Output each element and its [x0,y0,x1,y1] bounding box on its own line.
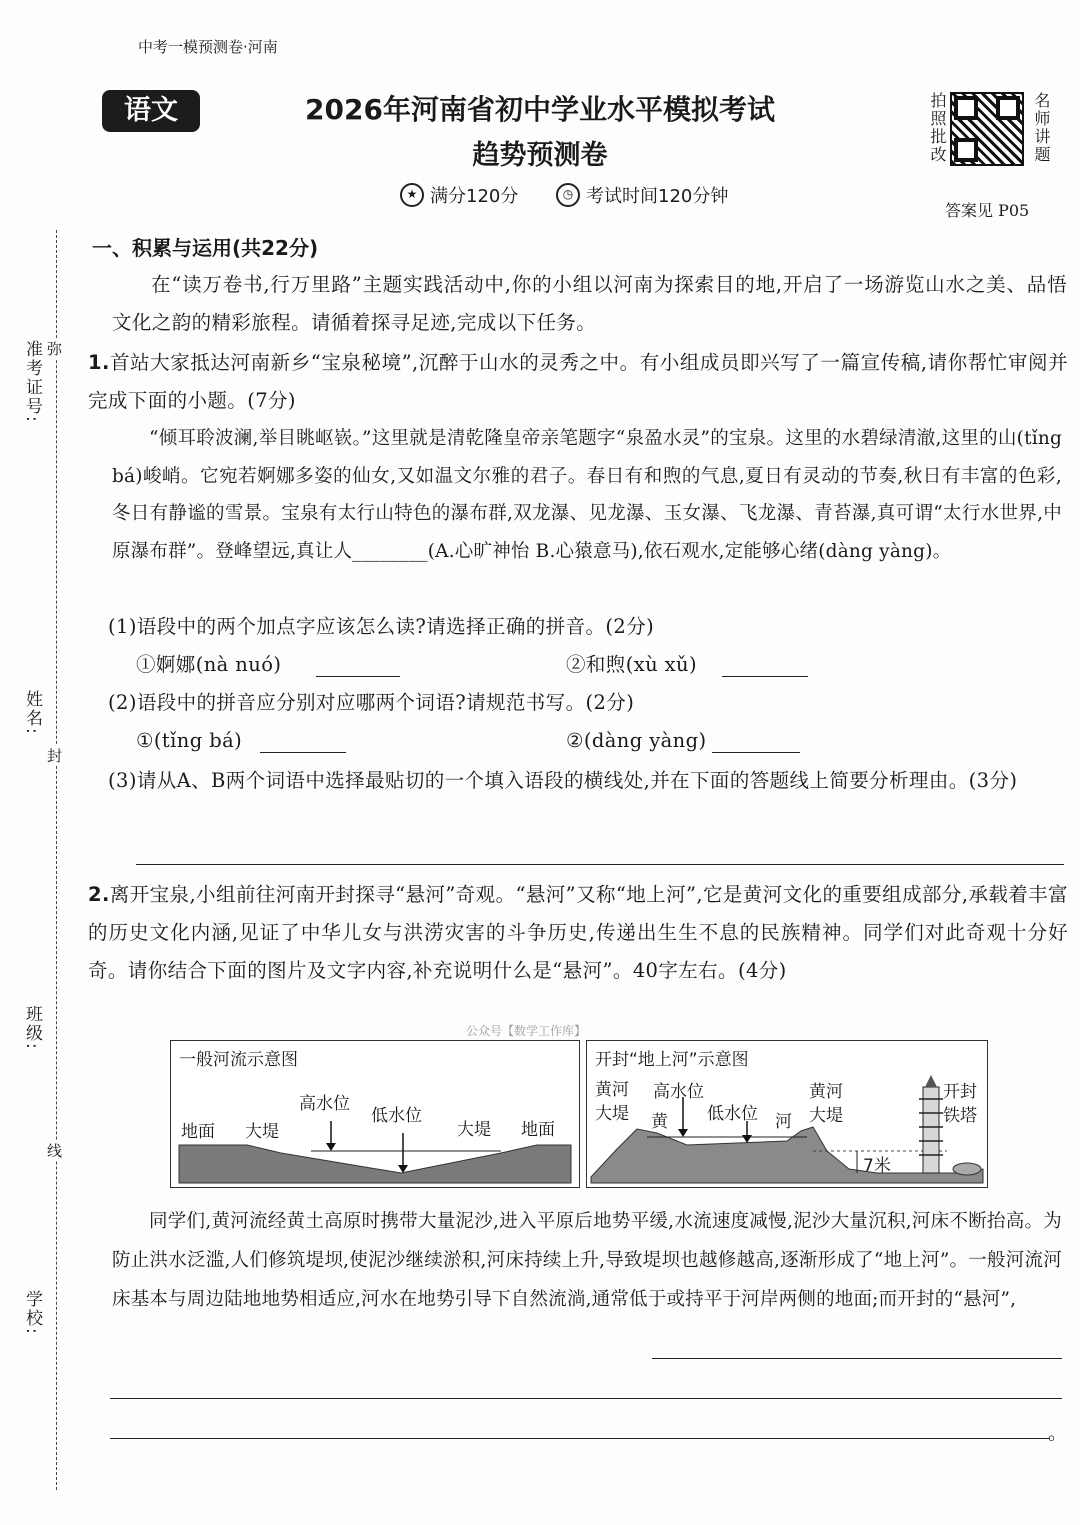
question-1-stem: 首站大家抵达河南新乡“宝泉秘境”,沉醉于山水的灵秀之中。有小组成员即兴写了一篇宣传稿,请你帮忙审阅并完成下面的小题。(7分) [88,351,1068,412]
exam-number-label: 准考证号: [22,340,42,424]
answer-line-3[interactable] [136,864,1064,865]
diagram-normal-river-title: 一般河流示意图 [179,1050,298,1070]
answer-reference: 答案见 P05 [945,201,1030,220]
answer-blank-2a[interactable] [260,752,346,753]
school-label: 学校: [22,1290,42,1336]
watermark: 公众号【数学工作库】 [466,1024,587,1038]
label-low-water: 低水位 [707,1104,758,1124]
section-heading: 一、积累与运用(共22分) [92,236,319,260]
label-levee-right: 大堤 [457,1120,491,1140]
label-seven-meters: 7米 [863,1156,891,1176]
question-2-stem: 离开宝泉,小组前往河南开封探寻“悬河”奇观。“悬河”又称“地上河”,它是黄河文化的重要组成部分,承载着丰富的历史文化内涵,见证了中华儿女与洪涝灾害的斗争历史,传递出生生不息的民族精神。同学们对此奇观十分好奇。请你结合下面的图片及文字内容,补充说明什么是“悬河”。40字左右。(4分) [88,883,1068,982]
answer-line-q2-1[interactable] [652,1358,1062,1359]
label-low-water: 低水位 [371,1106,422,1126]
question-2 [88,876,1068,990]
label-yellow-river-levee-left-2: 大堤 [595,1104,629,1124]
label-yellow-river-levee-right-2: 大堤 [809,1106,843,1126]
binding-dashed-line [56,230,57,1490]
answer-blank-1a[interactable] [316,676,400,677]
binding-tick-xian: 线 [47,1142,63,1160]
question-2-number: 2. [88,883,110,906]
question-1-sub1-option-a: ①婀娜(nà nuó) [136,653,282,676]
answer-blank-2b[interactable] [712,752,800,753]
name-label: 姓名: [22,690,42,736]
answer-end-mark: 。 [1048,1422,1068,1444]
answer-blank-1b[interactable] [722,676,808,677]
question-2-passage: 同学们,黄河流经黄土高原时携带大量泥沙,进入平原后地势平缓,水流速度减慢,泥沙大量沉积,河床不断抬高。为防止洪水泛滥,人们修筑堤坝,使泥沙继续淤积,河床持续上升,导致堤坝也越修越高,逐渐形成了“地上河”。一般河流河床基本与周边陆地地势相适应,河水在地势引导下自然流淌,通常低于或持平于河岸两侧的地面;而开封的“悬河”, [112,1211,1062,1310]
full-score-info [400,182,518,208]
qr-caption-right: 名师讲题 [1032,92,1051,164]
label-levee-left: 大堤 [245,1122,279,1142]
section-intro: 在“读万卷书,行万里路”主题实践活动中,你的小组以河南为探索目的地,开启了一场游览山水之美、品悟文化之韵的精彩旅程。请循着探寻足迹,完成以下任务。 [112,273,1067,334]
exam-time-info [556,182,728,208]
question-1-sub1: (1)语段中的两个加点字应该怎么读?请选择正确的拼音。(2分) [108,615,655,638]
label-ground-left: 地面 [181,1122,215,1142]
full-score-text: 满分120分 [430,186,519,207]
label-high-water: 高水位 [299,1094,350,1114]
binding-tick-feng: 封 [47,747,63,765]
question-1-sub2-item-a: ①(tǐng bá) [136,729,243,752]
question-1 [88,344,1068,420]
diagram-normal-river [170,1040,580,1188]
question-1-sub2: (2)语段中的拼音应分别对应哪两个词语?请规范书写。(2分) [108,691,635,714]
label-yellow-river-levee-right-1: 黄河 [809,1082,843,1102]
label-ground-right: 地面 [521,1120,555,1140]
question-1-sub2-item-b: ②(dàng yàng) [566,729,707,752]
question-1-sub3: (3)请从A、B两个词语中选择最贴切的一个填入语段的横线处,并在下面的答题线上简要分析理由。(3分) [108,769,1018,792]
award-ribbon-icon: ★ [400,183,424,207]
label-kaifeng: 开封 [943,1082,977,1102]
label-high-water: 高水位 [653,1082,704,1102]
label-yellow-river-levee-left-1: 黄河 [595,1080,629,1100]
answer-line-q2-3[interactable] [110,1438,1050,1439]
class-label: 班级: [22,1005,42,1051]
label-huang: 黄 [651,1112,668,1132]
exam-title: 2026年河南省初中学业水平模拟考试 [305,93,775,126]
diagram-kaifeng-title: 开封“地上河”示意图 [595,1050,749,1070]
subject-badge: 语文 [102,90,200,132]
exam-subtitle: 趋势预测卷 [472,140,608,171]
alarm-clock-icon: ◷ [556,183,580,207]
question-1-number: 1. [88,351,110,374]
answer-line-q2-2[interactable] [110,1398,1062,1399]
qr-caption-left: 拍照批改 [928,92,947,164]
binding-tick-mi: 弥 [47,340,63,358]
question-1-sub1-option-b: ②和煦(xù xǔ) [566,653,698,676]
qr-code-icon[interactable] [950,92,1024,166]
diagram-kaifeng-suspended-river [586,1040,988,1188]
exam-series-label: 中考一模预测卷·河南 [138,38,278,56]
label-he: 河 [775,1112,792,1132]
label-iron-pagoda: 铁塔 [943,1106,977,1126]
exam-time-text: 考试时间120分钟 [586,186,729,207]
question-1-passage: “倾耳聆波澜,举目眺岖嵚。”这里就是清乾隆皇帝亲笔题字“泉盈水灵”的宝泉。这里的水碧绿清澈,这里的山(tǐng bá)峻峭。它宛若婀娜多姿的仙女,又如温文尔雅的君子。春日有和煦的气息,夏日有灵动的节奏,秋日有丰富的色彩,冬日有静谧的雪景。宝泉有太行山特色的瀑布群,双龙瀑、见龙瀑、玉女瀑、飞龙瀑、青苔瀑,真可谓“太行水世界,中原瀑布群”。登峰望远,真让人________(A.心旷神怡 B.心猿意马),依石观水,定能够心绪(dàng yàng)。 [112,428,1062,562]
